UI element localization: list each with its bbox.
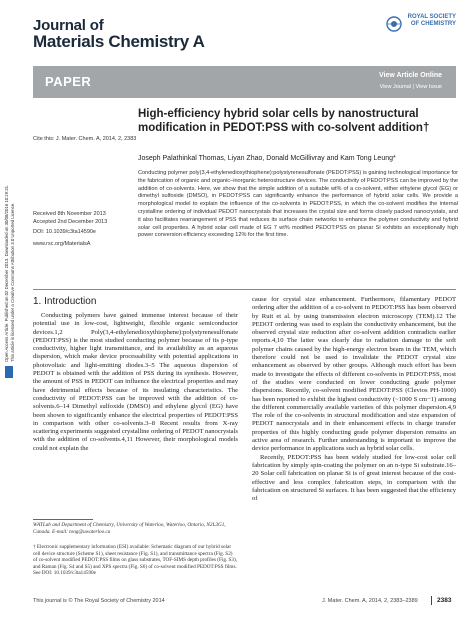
esi-footnote: † Electronic supplementary information (ESI) available: Schematic diagram of our hybrid solar cell device structure (Scheme S1), sheet resistance (Fig. S1), and transmittance spectra (Fig. S2) of co-solvent modified PEDOT:PSS films on glass substrates, TOF-SIMS depth profiles (Fig. S3), and Raman (Fig. S4 and S5) and XPS spectra (Fig. S6) of co-solvent modified PEDOT:PSS films. See DOI: 10.1039/c3ta14590e bbox=[33, 544, 238, 577]
affiliation-footnote: WATLab and Department of Chemistry, University of Waterloo, Waterloo, Ontario, N2L3G1, Canada. E-mail: tong@uwaterloo.ca bbox=[33, 522, 226, 535]
journal-title-line2: Materials Chemistry A bbox=[33, 32, 205, 51]
received-date: Received 8th November 2013 bbox=[33, 211, 106, 217]
journal-url[interactable]: www.rsc.org/MaterialsA bbox=[33, 241, 91, 247]
licence-notice-text: This article is licensed under a Creative Commons Attribution 3.0 Unported Licence. bbox=[10, 202, 15, 362]
citation: Cite this: J. Mater. Chem. A, 2014, 2, 2383 bbox=[33, 136, 137, 142]
divider bbox=[33, 289, 456, 290]
intro-paragraph-continued: cause for crystal size enhancement. Furthermore, filamentary PEDOT ordering after the addition of a co-solvent in PEDOT:PSS has been observed by Ruit et al. by using transmission electron microscopy (TEM).12 The PEDOT ordering was used to explain the conductivity enhancement, but the observed crystal size reduction after co-solvent addition contradicts earlier reports.4,10 The latter was clearly due to radiation damage to the soft polymer chains caused by the high-energy electron beam in the TEM, which therefore could not be used to invalidate the PEDOT crystal size enhancement as observed by other groups. Although much effort has been made to investigate the effects of different co-solvents in PEDOT:PSS, most of the studies were conducted on lower conducting grade polymer dispersions. Recently, co-solvent modified PEDOT:PSS (Clevios PH-1000) has been reported to exhibit the highest conductivity (~1000 S cm−1) among the different commercially available varieties of this polymer dispersion.4,9 The role of the co-solvents in structural modification and size expansion of PEDOT nanocrystals and in their enhancement effects in charge transfer properties of this highly conducting grade polymer dispersion remains an active area of research. Further understanding is important to improve the device performance in applications such as hybrid solar cells. bbox=[252, 296, 456, 453]
publisher-line1: ROYAL SOCIETY bbox=[407, 14, 456, 20]
journal-title bbox=[33, 18, 205, 50]
intro-column-right bbox=[252, 296, 456, 503]
view-journal-issue-link[interactable]: View Journal | View Issue bbox=[379, 84, 442, 90]
intro-paragraph-2: Recently, PEDOT:PSS has been widely studied for low-cost solar cell fabrication by simply spin-coating the polymer on an n-type Si substrate.16–20 Solar cell fabrication on planar Si is of great interest because of the cost-effective and less complex fabrication steps, in comparison with the fabrication on structured Si surfaces. It has been suggested that the efficiency of bbox=[252, 453, 456, 503]
publisher-name bbox=[398, 14, 456, 28]
open-access-icon bbox=[5, 366, 13, 378]
open-access-notice-text: Open Access Article. Published on 02 December 2013. Downloaded on 30/08/2016 10:29:31. bbox=[4, 184, 9, 362]
intro-paragraph: Conducting polymers have gained immense interest because of their potential use in low-cost, lightweight, flexible organic semiconductor devices.1,2 Poly(3,4-ethylenedioxythiophene):polystyrenesulfonate (PEDOT:PSS) is the most studied conducting polymer because of its p-type conductivity, higher light transmittance, and its availability as an aqueous dispersion, which make device processability with potential applications in photovoltaic and light-emitting diodes.3–5 The aqueous dispersion of PEDOT is obtained with the addition of PSS during its synthesis. However, the amount of PSS in PEDOT can influence the electrical properties and may have detrimental effects because of its insulating characteristics. The conductivity of PEDOT:PSS can be improved with the addition of co-solvents.6–14 Dimethyl sulfoxide (DMSO) and ethylene glycol (EG) have been shown to significantly enhance the electrical properties of PEDOT:PSS in comparison with other co-solvents.3–8 Recent results from X-ray scattering experiments suggested crystalline ordering of PEDOT nanocrystals with the addition of co-solvents.4,11 However, their morphological models could not explain the bbox=[33, 312, 238, 452]
journal-title-line1: Journal of bbox=[33, 17, 104, 34]
abstract: Conducting polymer poly(3,4-ethylenedioxythiophene):polystyrenesulfonate (PEDOT:PSS) is gaining technological importance for the fabrication of organic and organic–inorganic heterostructure devices. The conductivity of PEDOT:PSS can be improved by the addition of co-solvents. Here, we show that the simple addition of a suitable wt% of a co-solvent, either ethylene glycol (EG) or dimethyl sulfoxide (DMSO), in PEDOT:PSS can significantly enhance the performance of hybrid solar cells. We provide a morphological model to explain the influence of the co-solvents in PEDOT:PSS, in which the co-solvent modifies the internal crystalline ordering of individual PEDOT nanocrystals that increases the crystal size and forms closely packed nanocrystals, and it also facilitates rearrangement of PSS that reduces its surface chain networks to enhance the polymer conductivity and hybrid solar cell properties. A hybrid solar cell made of EG 7 wt% modified PEDOT:PSS on planar Si exhibits an exceptionally high power conversion efficiency exceeding 12% for the first time. bbox=[138, 170, 458, 239]
article-type-banner bbox=[33, 66, 456, 98]
article-type-label: PAPER bbox=[45, 74, 92, 89]
received-dates bbox=[33, 210, 133, 226]
accepted-date: Accepted 2nd December 2013 bbox=[33, 219, 108, 225]
article-title: High-efficiency hybrid solar cells by nanostructural modification in PEDOT:PSS with co-solvent addition† bbox=[138, 108, 430, 134]
page-number: 2383 bbox=[437, 597, 452, 604]
intro-column-left bbox=[33, 312, 238, 453]
open-access-notice bbox=[2, 110, 16, 380]
footer-separator bbox=[431, 596, 432, 605]
publisher-line2: OF CHEMISTRY bbox=[410, 21, 456, 27]
doi-label[interactable]: DOI: 10.1039/c3ta14590e bbox=[33, 229, 96, 235]
footnote-rule bbox=[33, 519, 93, 520]
author-list: Joseph Palathinkal Thomas, Liyan Zhao, Donald McGillivray and Kam Tong Leung* bbox=[138, 155, 396, 162]
footer-citation: J. Mater. Chem. A, 2014, 2, 2383–2389 bbox=[322, 598, 418, 604]
section-heading: 1. Introduction bbox=[33, 296, 97, 307]
view-article-online-link[interactable]: View Article Online bbox=[378, 72, 442, 79]
footer-copyright: This journal is © The Royal Society of Chemistry 2014 bbox=[33, 598, 165, 604]
